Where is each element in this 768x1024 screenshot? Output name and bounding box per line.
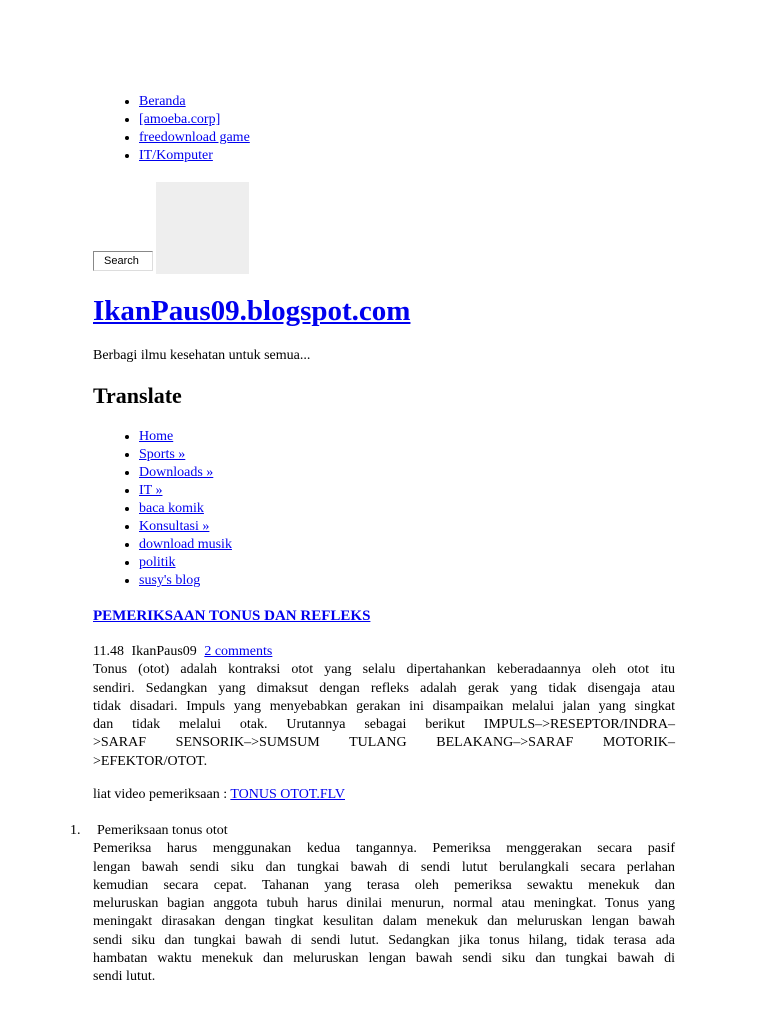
section-line: meningakt dirasakan dengan tingkat kesulitan dalam menekuk dan meluruskan lengan bawah xyxy=(93,914,675,930)
menu-nav-item xyxy=(139,464,232,482)
menu-link-sports[interactable]: Sports » xyxy=(139,447,186,462)
section-title: Pemeriksaan tonus otot xyxy=(97,823,228,838)
section-line: Pemeriksa harus menggunakan kedua tangannya. Pemeriksa menggerakan secara pasif xyxy=(93,841,675,857)
section-line: sendi lutut. xyxy=(93,969,156,985)
menu-link-download-musik[interactable]: download musik xyxy=(139,537,232,552)
section-line: meluruskan bagian anggota tubuh harus dinilai menurun, normal atau meningkat. Tonus yang xyxy=(93,896,675,912)
post-body xyxy=(93,643,675,771)
translate-heading: Translate xyxy=(93,383,182,408)
post-title-link[interactable]: PEMERIKSAAN TONUS DAN REFLEKS xyxy=(93,608,371,624)
menu-link-baca-komik[interactable]: baca komik xyxy=(139,501,204,516)
section-line: lengan bawah sendi siku dan tungkai bawah di sendi lutut berulangkali secara perlahan xyxy=(93,859,675,875)
section-heading xyxy=(70,822,675,840)
post-paragraph-line: dan tidak melalui otak. Urutannya sebagai berikut IMPULS–>RESEPTOR/INDRA– xyxy=(93,717,675,733)
top-nav-item xyxy=(139,147,250,165)
top-nav-item xyxy=(139,93,250,111)
top-nav-link-it-komputer[interactable]: IT/Komputer xyxy=(139,148,213,163)
top-nav xyxy=(93,93,250,165)
numbered-section xyxy=(70,822,675,987)
menu-link-home[interactable]: Home xyxy=(139,429,174,444)
menu-nav-item xyxy=(139,482,232,500)
menu-nav-item xyxy=(139,428,232,446)
post-author: IkanPaus09 xyxy=(131,644,197,659)
blog-description: Berbagi ilmu kesehatan untuk semua... xyxy=(93,348,311,363)
top-nav-link-beranda[interactable]: Beranda xyxy=(139,94,186,109)
menu-nav-item xyxy=(139,500,232,518)
post-meta xyxy=(93,643,675,661)
section-number: 1. xyxy=(70,823,81,838)
menu-link-politik[interactable]: politik xyxy=(139,555,176,570)
menu-nav-item xyxy=(139,518,232,536)
section-line: sendi siku dan tungkai bawah di sendi lutut. Sedangkan jika tonus hilang, tidak terasa ada xyxy=(93,932,675,948)
menu-nav xyxy=(93,428,232,590)
menu-link-konsultasi[interactable]: Konsultasi » xyxy=(139,519,210,534)
post-title xyxy=(93,606,370,626)
section-line: hambatan waktu menekuk dan meluruskan lengan bawah sendi siku dan tungkai bawah di xyxy=(93,951,675,967)
blog-title xyxy=(93,292,410,330)
video-link[interactable]: TONUS OTOT.FLV xyxy=(230,787,345,802)
search-input[interactable] xyxy=(156,182,249,274)
menu-nav-item xyxy=(139,446,232,464)
top-nav-item xyxy=(139,111,250,129)
video-label: liat video pemeriksaan : xyxy=(93,787,228,802)
search-button[interactable]: Search xyxy=(93,251,153,271)
section-line: kemudian secara cepat. Tahanan yang terasa oleh pemeriksa sewaktu menekuk dan xyxy=(93,877,675,893)
section-body xyxy=(93,840,675,986)
post-paragraph-line: >EFEKTOR/OTOT. xyxy=(93,753,208,769)
menu-nav-item xyxy=(139,572,232,590)
top-nav-link-amoeba[interactable]: [amoeba.corp] xyxy=(139,112,221,127)
video-line xyxy=(93,786,345,804)
top-nav-link-freedownload-game[interactable]: freedownload game xyxy=(139,130,250,145)
top-nav-item xyxy=(139,129,250,147)
menu-nav-item xyxy=(139,554,232,572)
post-paragraph-line: >SARAF SENSORIK–>SUMSUM TULANG BELAKANG–>SARAF MOTORIK– xyxy=(93,735,675,751)
menu-nav-item xyxy=(139,536,232,554)
post-paragraph-line: sendiri. Sedangkan yang dimaksut dengan refleks adalah gerak yang tidak disengaja atau xyxy=(93,680,675,696)
post-paragraph-line: Tonus (otot) adalah kontraksi otot yang selalu dipertahankan keberadaannya oleh otot itu xyxy=(93,662,675,678)
post-paragraph-line: tidak disadari. Impuls yang menyebabkan gerakan ini disampaikan melalui jalan yang singkat xyxy=(93,698,675,714)
menu-link-downloads[interactable]: Downloads » xyxy=(139,465,214,480)
post-comments-link[interactable]: 2 comments xyxy=(204,644,273,659)
menu-link-it[interactable]: IT » xyxy=(139,483,163,498)
blog-title-link[interactable]: IkanPaus09.blogspot.com xyxy=(93,295,411,327)
post-time: 11.48 xyxy=(93,644,124,659)
menu-link-susys-blog[interactable]: susy's blog xyxy=(139,573,201,588)
